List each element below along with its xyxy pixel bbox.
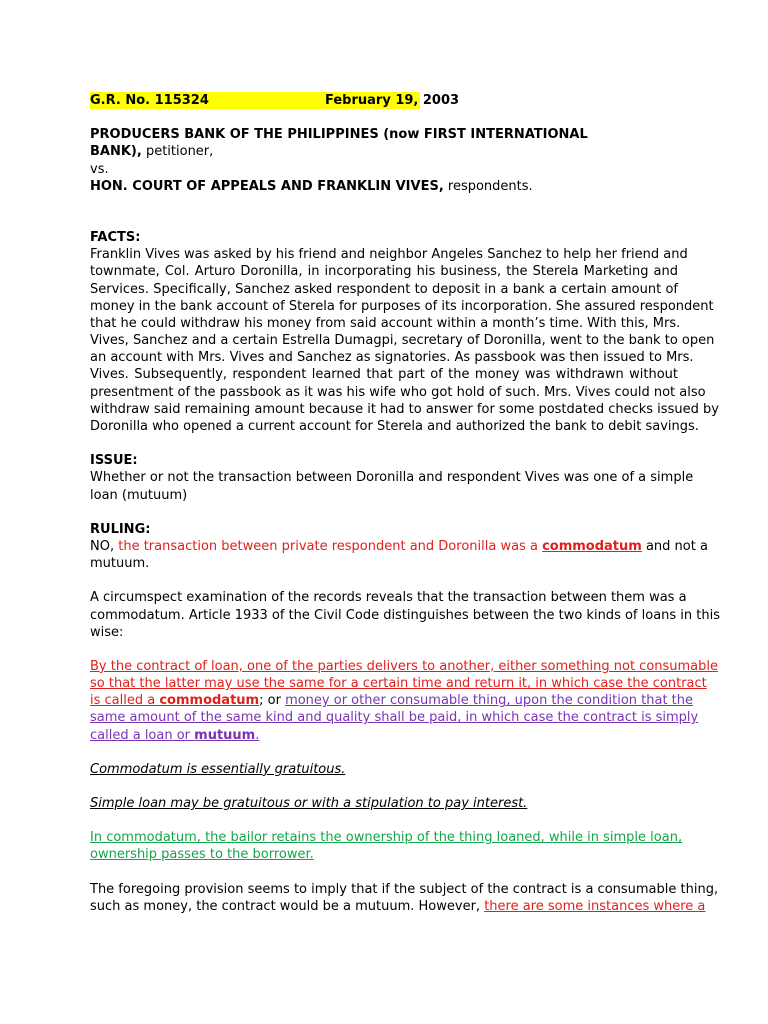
foregoing-red-text: there are some instances where a	[484, 898, 706, 914]
respondent-role: respondents.	[443, 178, 533, 194]
article-line: same amount of the same kind and quality shall be paid, in which case the contract is simply	[90, 710, 699, 726]
facts-line: Services. Specifically, Sanchez asked respondent to deposit in a bank a certain amount of	[90, 281, 678, 297]
foregoing-line: The foregoing provision seems to imply that if the subject of the contract is a consumable thing,	[90, 881, 719, 897]
issue-heading: ISSUE:	[90, 453, 138, 469]
case-digest	[90, 92, 721, 915]
simple-loan-note: Simple loan may be gratuitous or with a stipulation to pay interest.	[90, 796, 528, 811]
facts-line: Doronilla who opened a current account for Sterela and authorized the bank to debit savings.	[90, 419, 699, 434]
ruling-paragraph-line: commodatum. Article 1933 of the Civil Code distinguishes between the two kinds of loans in this	[90, 607, 721, 623]
article-mutuum-text: called a loan or	[90, 727, 195, 743]
foregoing-line-2	[90, 898, 706, 915]
case-header	[90, 92, 678, 109]
commodatum-gratuitous: Commodatum is essentially gratuitous.	[90, 761, 346, 777]
case-number: G.R. No. 115324	[90, 92, 255, 109]
facts-line: that he could withdraw his money from said account within a month’s time. With this, Mrs.	[90, 315, 681, 331]
facts-heading: FACTS:	[90, 229, 141, 245]
article-line: so that the latter may use the same for a certain time and return it, in which case the contract	[90, 676, 707, 692]
facts-line: an account with Mrs. Vives and Sanchez as signatories. As passbook was then issued to Mrs.	[90, 350, 694, 366]
petitioner-name-line-2: BANK),	[90, 144, 142, 160]
petitioner-name-line-1: PRODUCERS BANK OF THE PHILIPPINES (now FIRST INTERNATIONAL	[90, 127, 588, 143]
facts-line: money in the bank account of Sterela for purposes of its incorporation. She assured respondent	[90, 298, 714, 314]
facts-line: withdraw said remaining amount because it had to answer for some postdated checks issued by	[90, 401, 719, 417]
respondent-name: HON. COURT OF APPEALS AND FRANKLIN VIVES,	[90, 178, 444, 194]
article-line-5	[90, 727, 678, 744]
facts-line: Vives, Sanchez and a certain Estrella Dumagpi, secretary of Doronilla, went to the bank to open	[90, 333, 715, 349]
versus: vs.	[90, 161, 109, 177]
foregoing-text: such as money, the contract would be a mutuum. However,	[90, 898, 485, 914]
facts-line: townmate, Col. Arturo Doronilla, in incorporating his business, the Sterela Marketing and	[90, 264, 678, 280]
ruling-red-text: the transaction between private respondent and Doronilla was a	[118, 538, 543, 554]
ruling-paragraph-line: A circumspect examination of the records reveals that the transaction between them was a	[90, 590, 687, 606]
ruling-answer-line	[90, 538, 708, 555]
facts-line: Vives. Subsequently, respondent learned that part of the money was withdrawn without	[90, 367, 678, 383]
article-line-3	[90, 692, 694, 709]
ruling-answer-line-2: mutuum.	[90, 556, 150, 572]
ruling-paragraph-line: wise:	[90, 624, 124, 640]
article-line: By the contract of loan, one of the parties delivers to another, either something not consumable	[90, 658, 719, 674]
article-mutuum-term: mutuum	[194, 727, 256, 743]
petitioner-role: petitioner,	[141, 144, 214, 160]
issue-line: loan (mutuum)	[90, 487, 188, 503]
article-commodatum-intro: is called a	[90, 693, 160, 709]
facts-line: presentment of the passbook as it was his wife who got hold of such. Mrs. Vives could not also	[90, 384, 706, 400]
ruling-heading: RULING:	[90, 521, 151, 537]
petitioner-line-2	[90, 143, 678, 160]
article-separator: ; or	[259, 693, 286, 709]
ruling-commodatum: commodatum	[542, 538, 642, 554]
case-date: February 19, 2003	[255, 92, 420, 109]
facts-line: Franklin Vives was asked by his friend and neighbor Angeles Sanchez to help her friend and	[90, 247, 688, 263]
issue-line: Whether or not the transaction between Doronilla and respondent Vives was one of a simple	[90, 470, 694, 486]
article-commodatum-term: commodatum	[159, 693, 260, 709]
respondent-line	[90, 178, 678, 195]
article-period: .	[255, 727, 260, 743]
ownership-line: ownership passes to the borrower.	[90, 847, 314, 863]
ruling-tail: and not a	[641, 538, 708, 554]
ruling-no: NO,	[90, 538, 119, 554]
ownership-line: In commodatum, the bailor retains the ownership of the thing loaned, while in simple loan,	[90, 830, 683, 846]
article-mutuum-intro: money or other consumable thing, upon the condition that the	[285, 693, 694, 709]
